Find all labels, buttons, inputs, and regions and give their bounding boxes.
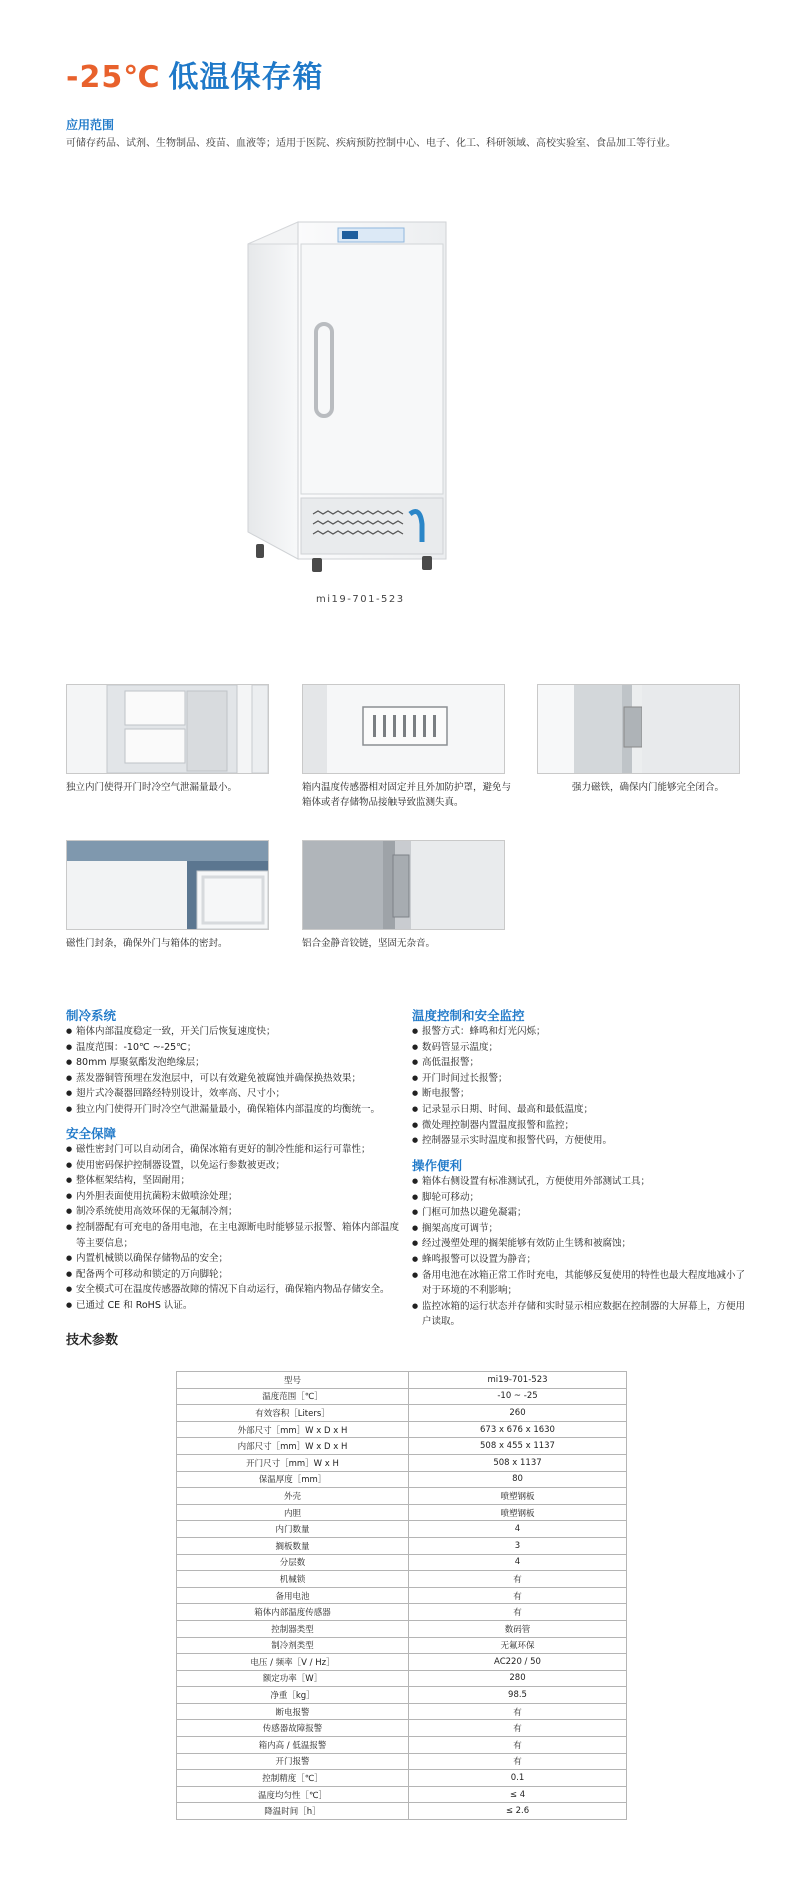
list-item: ● 配备两个可移动和锁定的万向脚轮； <box>66 1267 406 1283</box>
convenience-list <box>412 1174 747 1330</box>
table-row <box>177 1687 627 1704</box>
application-heading: 应用范围 <box>66 118 115 132</box>
spec-value: 有 <box>409 1720 627 1737</box>
table-row <box>177 1471 627 1488</box>
spec-value: 有 <box>409 1737 627 1754</box>
list-item: ● 监控冰箱的运行状态并存储和实时显示相应数据在控制器的大屏幕上，方便用户读取。 <box>412 1299 747 1330</box>
spec-label: 外部尺寸［mm］W x D x H <box>177 1421 409 1438</box>
spec-label: 净重［kg］ <box>177 1687 409 1704</box>
spec-label: 控制精度［℃］ <box>177 1770 409 1787</box>
spec-label: 降温时间［h］ <box>177 1803 409 1820</box>
spec-value: 508 x 1137 <box>409 1454 627 1471</box>
spec-value: 无氟环保 <box>409 1637 627 1654</box>
table-row <box>177 1504 627 1521</box>
feature-caption: 箱内温度传感器相对固定并且外加防护罩，避免与箱体或者存储物品接触导致监测失真。 <box>302 782 512 808</box>
magnetic-latch-photo-icon <box>538 685 739 773</box>
list-item: ● 磁性密封门可以自动闭合，确保冰箱有更好的制冷性能和运行可靠性； <box>66 1142 406 1158</box>
list-item: ● 内置机械锁以确保存储物品的安全； <box>66 1251 406 1267</box>
application-description: 可储存药品、试剂、生物制品、疫苗、血液等；适用于医院、疾病预防控制中心、电子、化工、科研领域、高校实验室、食品加工等行业。 <box>66 138 676 149</box>
list-item: ● 蜂鸣报警可以设置为静音； <box>412 1252 747 1268</box>
spec-value: 80 <box>409 1471 627 1488</box>
list-item: ● 备用电池在冰箱正常工作时充电，其能够反复使用的特性也最大程度地减小了对于环境的不利影响； <box>412 1268 747 1299</box>
section-heading-cooling: 制冷系统 <box>66 1008 117 1023</box>
list-item: ● 开门时间过长报警； <box>412 1071 747 1087</box>
list-item: ● 记录显示日期、时间、最高和最低温度； <box>412 1102 747 1118</box>
table-row <box>177 1521 627 1538</box>
spec-value: 喷塑钢板 <box>409 1488 627 1505</box>
specs-table <box>176 1371 627 1820</box>
spec-value: ≤ 2.6 <box>409 1803 627 1820</box>
spec-value: 260 <box>409 1405 627 1422</box>
spec-value: 3 <box>409 1537 627 1554</box>
table-row <box>177 1770 627 1787</box>
list-item: ● 控制器显示实时温度和报警代码，方便使用。 <box>412 1133 747 1149</box>
feature-caption: 强力磁铁，确保内门能够完全闭合。 <box>572 782 725 793</box>
table-row <box>177 1670 627 1687</box>
list-item: ● 独立内门使得开门时冷空气泄漏量最小，确保箱体内部温度的均衡统一。 <box>66 1102 406 1118</box>
feature-image-hinge <box>302 840 505 930</box>
list-item: ● 温度范围：-10℃ ~-25℃； <box>66 1040 406 1056</box>
list-item: ● 蒸发器铜管预埋在发泡层中，可以有效避免被腐蚀并确保换热效果； <box>66 1071 406 1087</box>
spec-value: 有 <box>409 1753 627 1770</box>
list-item: ● 数码管显示温度； <box>412 1040 747 1056</box>
model-caption: mi19-701-523 <box>316 594 405 605</box>
spec-value: AC220 / 50 <box>409 1654 627 1671</box>
sensor-photo-icon <box>303 685 504 773</box>
section-heading-safety: 安全保障 <box>66 1126 117 1141</box>
freezer-image <box>238 214 448 574</box>
spec-label: 箱内高 / 低温报警 <box>177 1737 409 1754</box>
spec-label: 制冷剂类型 <box>177 1637 409 1654</box>
spec-label: 温度范围［℃］ <box>177 1388 409 1405</box>
table-row <box>177 1737 627 1754</box>
spec-value: 有 <box>409 1604 627 1621</box>
spec-value: 有 <box>409 1587 627 1604</box>
spec-label: 有效容积［Liters］ <box>177 1405 409 1422</box>
feature-image-magnetic-latch <box>537 684 740 774</box>
hinge-photo-icon <box>303 841 504 929</box>
spec-value: 0.1 <box>409 1770 627 1787</box>
list-item: ● 经过漫塑处理的搁架能够有效防止生锈和被腐蚀； <box>412 1236 747 1252</box>
spec-value: 98.5 <box>409 1687 627 1704</box>
table-row <box>177 1587 627 1604</box>
spec-value: mi19-701-523 <box>409 1372 627 1389</box>
list-item: ● 搁架高度可调节； <box>412 1221 747 1237</box>
table-row <box>177 1753 627 1770</box>
spec-label: 内部尺寸［mm］W x D x H <box>177 1438 409 1455</box>
spec-value: 508 x 455 x 1137 <box>409 1438 627 1455</box>
table-row <box>177 1803 627 1820</box>
table-row <box>177 1720 627 1737</box>
feature-image-inner-door <box>66 684 269 774</box>
spec-label: 温度均匀性［℃］ <box>177 1786 409 1803</box>
spec-label: 机械锁 <box>177 1571 409 1588</box>
freezer-illustration <box>238 214 448 574</box>
spec-value: 4 <box>409 1554 627 1571</box>
title-temperature: -25℃ <box>66 60 161 95</box>
spec-value: 280 <box>409 1670 627 1687</box>
spec-label: 开门尺寸［mm］W x H <box>177 1454 409 1471</box>
list-item: ● 报警方式：蜂鸣和灯光闪烁； <box>412 1024 747 1040</box>
feature-image-door-seal <box>66 840 269 930</box>
feature-caption: 独立内门使得开门时冷空气泄漏量最小。 <box>66 782 238 793</box>
list-item: ● 翅片式冷凝器回路经特别设计，效率高、尺寸小； <box>66 1086 406 1102</box>
table-row <box>177 1554 627 1571</box>
spec-value: 数码管 <box>409 1620 627 1637</box>
spec-label: 箱体内部温度传感器 <box>177 1604 409 1621</box>
list-item: ● 微处理控制器内置温度报警和监控； <box>412 1118 747 1134</box>
title-product-name: 低温保存箱 <box>168 60 324 95</box>
spec-label: 控制器类型 <box>177 1620 409 1637</box>
spec-label: 内门数量 <box>177 1521 409 1538</box>
spec-label: 电压 / 频率［V / Hz］ <box>177 1654 409 1671</box>
spec-label: 保温厚度［mm］ <box>177 1471 409 1488</box>
cooling-list <box>66 1024 406 1118</box>
list-item: ● 制冷系统使用高效环保的无氟制冷剂； <box>66 1204 406 1220</box>
table-row <box>177 1438 627 1455</box>
table-row <box>177 1388 627 1405</box>
table-row <box>177 1571 627 1588</box>
safety-list <box>66 1142 406 1314</box>
spec-label: 开门报警 <box>177 1753 409 1770</box>
spec-value: ≤ 4 <box>409 1786 627 1803</box>
table-row <box>177 1604 627 1621</box>
list-item: ● 80mm 厚聚氨酯发泡绝缘层； <box>66 1055 406 1071</box>
list-item: ● 整体框架结构，坚固耐用； <box>66 1173 406 1189</box>
table-row <box>177 1786 627 1803</box>
page-title <box>66 52 324 96</box>
control-list <box>412 1024 747 1149</box>
door-seal-photo-icon <box>67 841 268 929</box>
list-item: ● 门框可加热以避免凝霜； <box>412 1205 747 1221</box>
list-item: ● 使用密码保护控制器设置，以免运行参数被更改； <box>66 1158 406 1174</box>
spec-value: 4 <box>409 1521 627 1538</box>
spec-value: 有 <box>409 1571 627 1588</box>
table-row <box>177 1488 627 1505</box>
list-item: ● 安全模式可在温度传感器故障的情况下自动运行，确保箱内物品存储安全。 <box>66 1282 406 1298</box>
inner-door-photo-icon <box>67 685 268 773</box>
spec-label: 型号 <box>177 1372 409 1389</box>
list-item: ● 控制器配有可充电的备用电池，在主电源断电时能够显示报警、箱体内部温度等主要信息； <box>66 1220 406 1251</box>
spec-label: 外壳 <box>177 1488 409 1505</box>
spec-label: 内胆 <box>177 1504 409 1521</box>
spec-value: -10 ~ -25 <box>409 1388 627 1405</box>
spec-value: 有 <box>409 1703 627 1720</box>
spec-value: 673 x 676 x 1630 <box>409 1421 627 1438</box>
table-row <box>177 1372 627 1389</box>
list-item: ● 高低温报警； <box>412 1055 747 1071</box>
spec-label: 分层数 <box>177 1554 409 1571</box>
table-row <box>177 1654 627 1671</box>
table-row <box>177 1454 627 1471</box>
spec-label: 传感器故障报警 <box>177 1720 409 1737</box>
table-row <box>177 1637 627 1654</box>
table-row <box>177 1421 627 1438</box>
table-row <box>177 1620 627 1637</box>
feature-caption: 磁性门封条，确保外门与箱体的密封。 <box>66 938 228 949</box>
feature-caption: 铝合金静音铰链，坚固无杂音。 <box>302 938 436 949</box>
list-item: ● 内外胆表面使用抗菌粉末做喷涂处理； <box>66 1189 406 1205</box>
section-heading-convenience: 操作便利 <box>412 1158 463 1173</box>
specs-heading: 技术参数 <box>66 1333 119 1348</box>
spec-label: 额定功率［W］ <box>177 1670 409 1687</box>
spec-label: 搁板数量 <box>177 1537 409 1554</box>
list-item: ● 断电报警； <box>412 1086 747 1102</box>
table-row <box>177 1405 627 1422</box>
spec-label: 断电报警 <box>177 1703 409 1720</box>
section-heading-control: 温度控制和安全监控 <box>412 1008 525 1023</box>
spec-value: 喷塑钢板 <box>409 1504 627 1521</box>
list-item: ● 箱体内部温度稳定一致，开关门后恢复速度快； <box>66 1024 406 1040</box>
list-item: ● 脚轮可移动； <box>412 1190 747 1206</box>
list-item: ● 箱体右侧设置有标准测试孔，方便使用外部测试工具； <box>412 1174 747 1190</box>
feature-image-sensor <box>302 684 505 774</box>
list-item: ● 已通过 CE 和 RoHS 认证。 <box>66 1298 406 1314</box>
table-row <box>177 1703 627 1720</box>
spec-label: 备用电池 <box>177 1587 409 1604</box>
table-row <box>177 1537 627 1554</box>
